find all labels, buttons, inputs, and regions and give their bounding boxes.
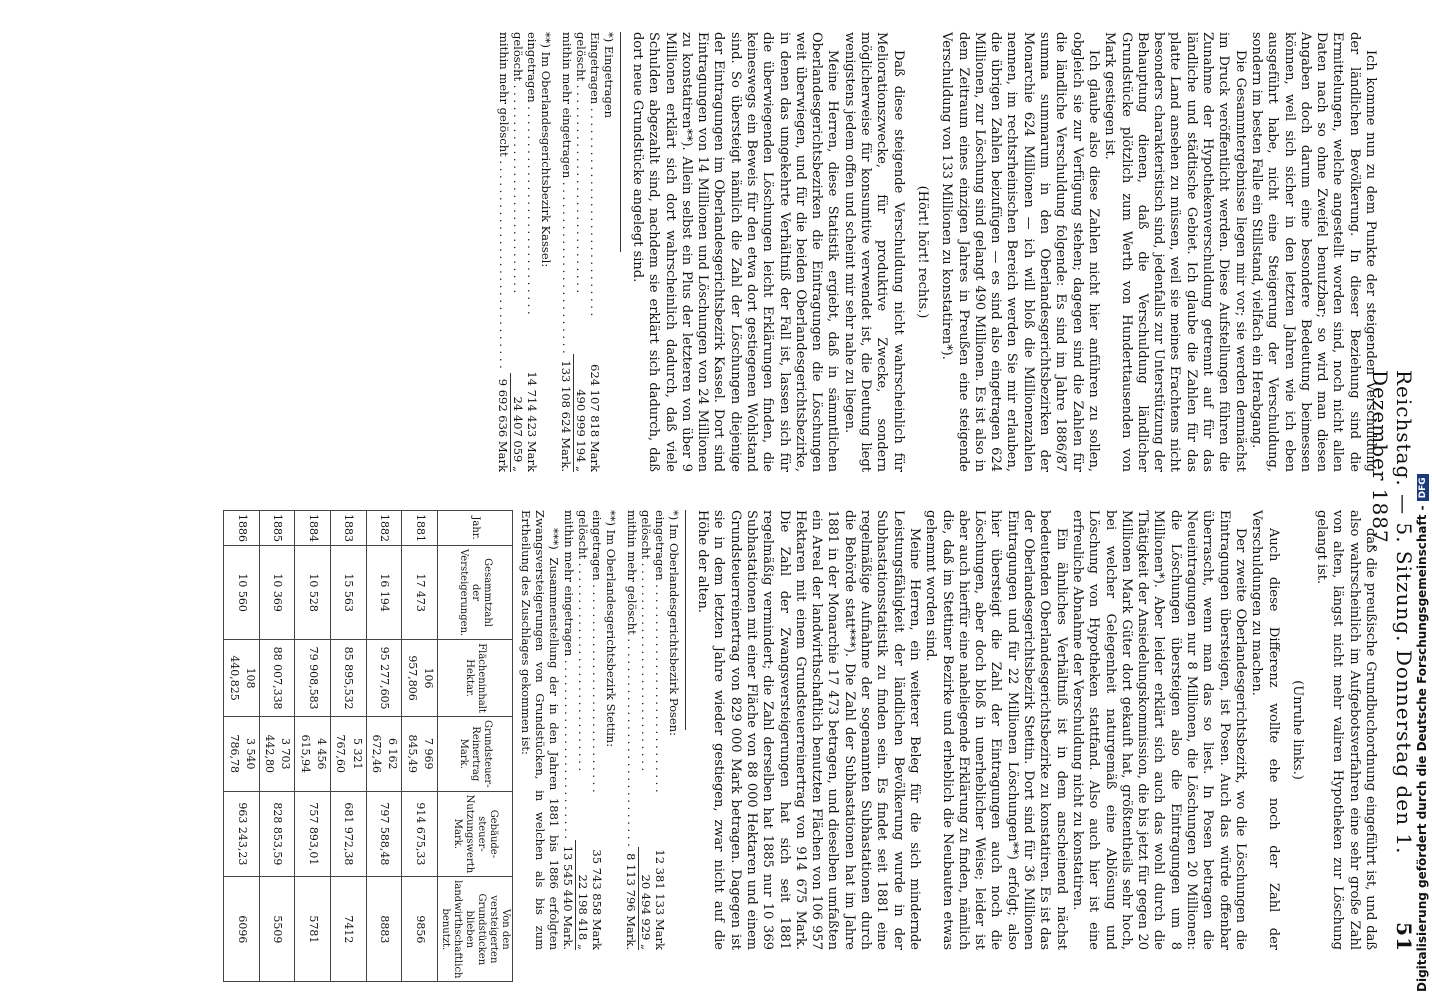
table-cell: 16 194 (366, 546, 402, 640)
paragraph: daß die preußische Grundbuchordnung eingeführt ist, und daß also wahrscheinlich im Aufgebotsverfahren eine sehr große Zahl von alten, längst nicht mehr valiren Hypotheken zur Löschung gelangt ist. (1314, 510, 1378, 950)
table-cell: 1882 (366, 511, 402, 546)
table-cell: 9856 (402, 877, 438, 982)
auction-statistics-table (223, 510, 513, 982)
footnote-title: *) Eingetragen (601, 32, 616, 119)
table-cell: 7412 (331, 877, 367, 982)
footnote-row: mithin mehr eingetragen . . . 13 545 440 Mark. (561, 510, 576, 950)
digitization-credit (1412, 0, 1432, 1000)
table-cell: 3 703 442,80 (259, 716, 295, 791)
footnote (561, 510, 618, 950)
table-body (224, 511, 438, 982)
footnote (624, 510, 681, 950)
footnote-row: gelöscht . . . 490 999 194 „ (574, 32, 588, 472)
column-header: Jahr. (437, 511, 512, 546)
table-cell: 4 456 615,94 (295, 716, 331, 791)
footnote-title: **) Im Oberlandesgerichtsbezirk Stettin: (603, 510, 618, 748)
interjection: (Hört! hört! rechts.) (914, 185, 930, 319)
table-cell: 7 969 845,49 (402, 716, 438, 791)
table-cell: 5 321 767,60 (331, 716, 367, 791)
footnote-row: mithin mehr eingetragen . . . 133 108 624 Mark. (559, 32, 574, 472)
footnote-row: mithin mehr gelöscht . . . 9 692 636 Mark (496, 32, 511, 472)
table-cell: 1883 (331, 511, 367, 546)
table-cell: 757 893,01 (295, 791, 331, 877)
table-row (402, 511, 438, 982)
table-cell: 963 243,23 (224, 791, 260, 877)
right-column (223, 510, 1378, 979)
footnote-row: gelöscht . . . 24 407 059 „ (511, 32, 525, 472)
paragraph: Auch diese Differenz wollte ehe noch der Zahl der Verschuldungen zu machen. (1249, 510, 1281, 950)
page-title: Reichstag. — 5. Sitzung. Donnerstag den 1. Dezember 1887. (1368, 370, 1416, 855)
table-cell: 106 957,806 (402, 640, 438, 717)
table-cell: 5781 (295, 877, 331, 982)
table-cell: 85 895,532 (331, 640, 367, 717)
table-cell: 5509 (259, 877, 295, 982)
footnote-divider (620, 32, 621, 252)
table-cell: 1884 (295, 511, 331, 546)
table-cell: 681 972,38 (331, 791, 367, 877)
column-header: Flächeninhalt Hektar. (437, 640, 512, 717)
footnote-title: *) Im Oberlandesgerichtsbezirk Posen: (666, 510, 681, 737)
footnote-row: eingetragen . . . 12 381 133 Mark (653, 510, 667, 950)
table-row (366, 511, 402, 982)
page-number: 51 (1392, 922, 1416, 952)
paragraph: Meine Herren, diese Statistik ergiebt, daß in sämmtlichen Oberlandesgerichtsbezirken die Eintragungen die Löschungen weit überwiegen, und für die beiden Oberlandesgerichtsbezirke, in denen das umgekehrte Verhältniß der Fall ist, lassen sich für die überwiegenden Löschungen leicht Erklärungen finden, die keineswegs ein Beweis für den etwa dort gestiegenen Wohlstand sind. So übersteigt nämlich die Zahl der Löschungen diejenige der Eintragungen im Oberlandesgerichtsbezirk Kassel. Dort sind Eintragungen von 14 Millionen und Löschungen von 24 Millionen zu konstatiren**). Allein selbst ein Plus der letzteren von über 9 Millionen erklärt sich dort wahrscheinlich dadurch, daß viele Schulden abgezahlt sind, nachdem sie erklärt sich dadurch, daß dort neue Grundstücke angelegt sind. (629, 32, 841, 472)
credit-text: Digitalisierung gefördert durch die Deutsche Forschungsgemeinschaft - (1415, 505, 1429, 992)
paragraph: Die Gesammtergebnisse liegen mir vor; sie werden demnächst im Druck veröffentlicht werden. Diese Aufstellungen führen die Zunahme der Hypothekenverschuldung getrennt auf für das ländliche und städtische Gebiet. Ich glaube die Zahlen für das platte Land ansehen zu müssen, weil sie meines Erachtens nicht besonders charakteristisch sind, jedenfalls zur Unterstützung der Behauptung dienen, daß die Verschuldung ländlicher Grundstücke plötzlich zum Werth von Hunderttausenden von Mark gestiegen ist. (1102, 32, 1248, 472)
table-cell: 108 440,825 (224, 640, 260, 717)
table-cell: 1881 (402, 511, 438, 546)
table-cell: 6096 (224, 877, 260, 982)
table-cell: 10 528 (295, 546, 331, 640)
column-header: Von den versteigerten Grundstücken blieben landwirthschaftlich benutzt. (437, 877, 512, 982)
table-header-row (437, 511, 512, 982)
footnote-text: ***) Zusammenstellung der in den Jahren 1881 bis 1886 erfolgten Zwangsversteigerungen von Grundstücken, in welchen als bis zum Ertheilung des Zuschlages gekommen ist: (518, 510, 561, 950)
table-cell: 1886 (224, 511, 260, 546)
digitization-sidebar (1412, 0, 1432, 1000)
table-cell: 10 560 (224, 546, 260, 640)
column-header: Gesammtzahl der Versteigerungen. (437, 546, 512, 640)
table-cell: 3 540 786,78 (224, 716, 260, 791)
paragraph: Ich komme nun zu dem Punkte der steigenden Verschuldung der ländlichen Bevölkerung. In dieser Beziehung sind die Ermittelungen, welche angestellt worden sind, noch nicht allen Daten nach so ohne Zweifel benutzbar; so wird man diesen Angaben doch darum eine besondere Bedeutung beimessen können, weil sich sicher in den letzten Jahren wie ich eben ausgeführt habe, nicht eine Steigerung der Verschuldung, sondern im besten Falle ein Stillstand, vielfach ein Herabgang. (1248, 32, 1378, 472)
table-cell: 10 369 (259, 546, 295, 640)
table-cell: 797 588,48 (366, 791, 402, 877)
left-column (496, 32, 1378, 472)
table-cell: 17 473 (402, 546, 438, 640)
table-cell: 1885 (259, 511, 295, 546)
table-row (331, 511, 367, 982)
footnote-row: mithin mehr gelöscht . . . 8 113 796 Mark. (624, 510, 639, 950)
footnote-divider (685, 510, 686, 730)
table-cell: 95 277,605 (366, 640, 402, 717)
table-row (259, 511, 295, 982)
column-header: Gebäude-steuer-Nutzungswerth Mark. (437, 791, 512, 877)
table-cell: 6 162 672,46 (366, 716, 402, 791)
paragraph: Der zweite Oberlandesgerichtsbezirk, wo die Löschungen die Eintragungen übersteigen, ist Posen. Auch das würde offenbar überrascht, wenn man das so liest. In Posen betragen die Neueintragungen nur 8 Millionen, die Löschungen 20 Millionen: die Löschungen übersteigen also die Eintragungen um 8 Millionen*). Aber leider erklärt sich auch das wohl durch die Thätigkeit der Ansiedelungskommission, die bis jetzt für gegen 20 Millionen Mark Güter dort gekauft hat, größtentheils sehr hoch, bei welcher Gelegenheit naturgemäß eine Ablösung und Löschung von Hypotheken stattfand. Also auch hier ist eine erfreuliche Abnahme der Verschuldung nicht zu konstatiren. (1069, 510, 1248, 950)
column-header: Grundsteuer-Reinertrag Mark. (437, 716, 512, 791)
table-row (224, 511, 260, 982)
footnote-row: gelöscht . . . 22 198 418 „ (576, 510, 590, 950)
footnote-row: eingetragen . . . 14 714 423 Mark (525, 32, 539, 472)
table-cell: 79 908,583 (295, 640, 331, 717)
paragraph: Ich glaube also diese Zahlen nicht hier anführen zu sollen, obgleich sie zur Verfügung stehen; dagegen sind die Zahlen für die ländliche Verschuldung folgende: Es sind im Jahre 1886/87 summa summarum in den Oberlandesgerichtsbezirken der Monarchie 624 Millionen — ich will bloß die Millionenzahlen nennen, im rechtsrheinischen Bereich werden Sie mir erlauben, die übrigen Zahlen beizufügen — es sind also eingetragen 624 Millionen, zur Löschung sind gelangt 490 Millionen. Es ist also in dem Zeitraum eines einzigen Jahres in Preußen eine steigende Verschuldung von 133 Millionen zu konstatiren*). (939, 32, 1101, 472)
dfg-logo: DFG (1417, 474, 1429, 501)
paragraph: Meine Herren, ein weiterer Beleg für die sich mindernde Leistungsfähigkeit der ländlichen Bevölkerung wurde in der Subhastationsstatistik zu finden sein. Es findet seit 1881 eine regelmäßige Aufnahme der sogenannten Subhastationen durch die Behörde statt***). Die Zahl der Subhastationen hat im Jahre 1881 in der Monarchie 17 473 betragen, und dieselben umfaßten ein Areal der landwirthschaftlich benutzten Flächen von 106 957 Hektaren mit einem Grundsteuerreinertrag von 914 675 Mark. Die Zahl der Zwangsversteigerungen hat sich seit 1881 regelmäßig vermindert; die Zahl derselben hat 1885 nur 10 369 Subhastationen mit einer Fläche von 88 000 Hektaren und einem Grundsteuerreinertrag von 829 000 Mark betragen. Dagegen ist sie in dem letzten Jahre wieder gestiegen, zwar nicht auf die Höhe der alten. (695, 510, 922, 950)
table-row (295, 511, 331, 982)
footnote-row: Eingetragen . . . 624 107 818 Mark (588, 32, 602, 472)
table-cell: 914 675,33 (402, 791, 438, 877)
footnote (496, 32, 553, 472)
interjection: (Unruhe links.) (1289, 680, 1305, 780)
paragraph: Daß diese steigende Verschuldung nicht wahrscheinlich für Meliorationszwecke, für produktive Zwecke, sondern möglicherweise für konsumtive verwendet ist, die Deutung liegt wenigstens jedem offen und scheint mir sehr nahe zu liegen. (841, 32, 906, 472)
paragraph: Ein ähnliches Verhältniß ist in dem anscheinend nächst bedeutenden Oberlandesgerichtsbezirke zu konstatiren. Es ist das der Oberlandesgerichtsbezirk Stettin. Dort sind für 36 Millionen Eintragungen und für 22 Millionen Löschungen**) erfolgt; also hier übersteigt die Zahl der Eintragungen auch noch die Löschungen, aber doch bloß in unerheblicher Weise; leider ist aber auch hierfür eine naheliegende Erklärung zu finden, nämlich die, daß im Stettiner Bezirke und erheblich die Neubauten etwas gehemmt worden sind. (923, 510, 1069, 950)
table-cell: 15 563 (331, 546, 367, 640)
footnote-row: eingetragen . . . 35 743 858 Mark (590, 510, 604, 950)
table-cell: 88 007,338 (259, 640, 295, 717)
table-cell: 828 853,59 (259, 791, 295, 877)
footnote (559, 32, 616, 472)
table-cell: 8883 (366, 877, 402, 982)
footnote-title: **) Im Oberlandesgerichtsbezirk Kassel: (538, 32, 553, 268)
footnote-row: gelöscht . . . 20 494 929 „ (639, 510, 653, 950)
